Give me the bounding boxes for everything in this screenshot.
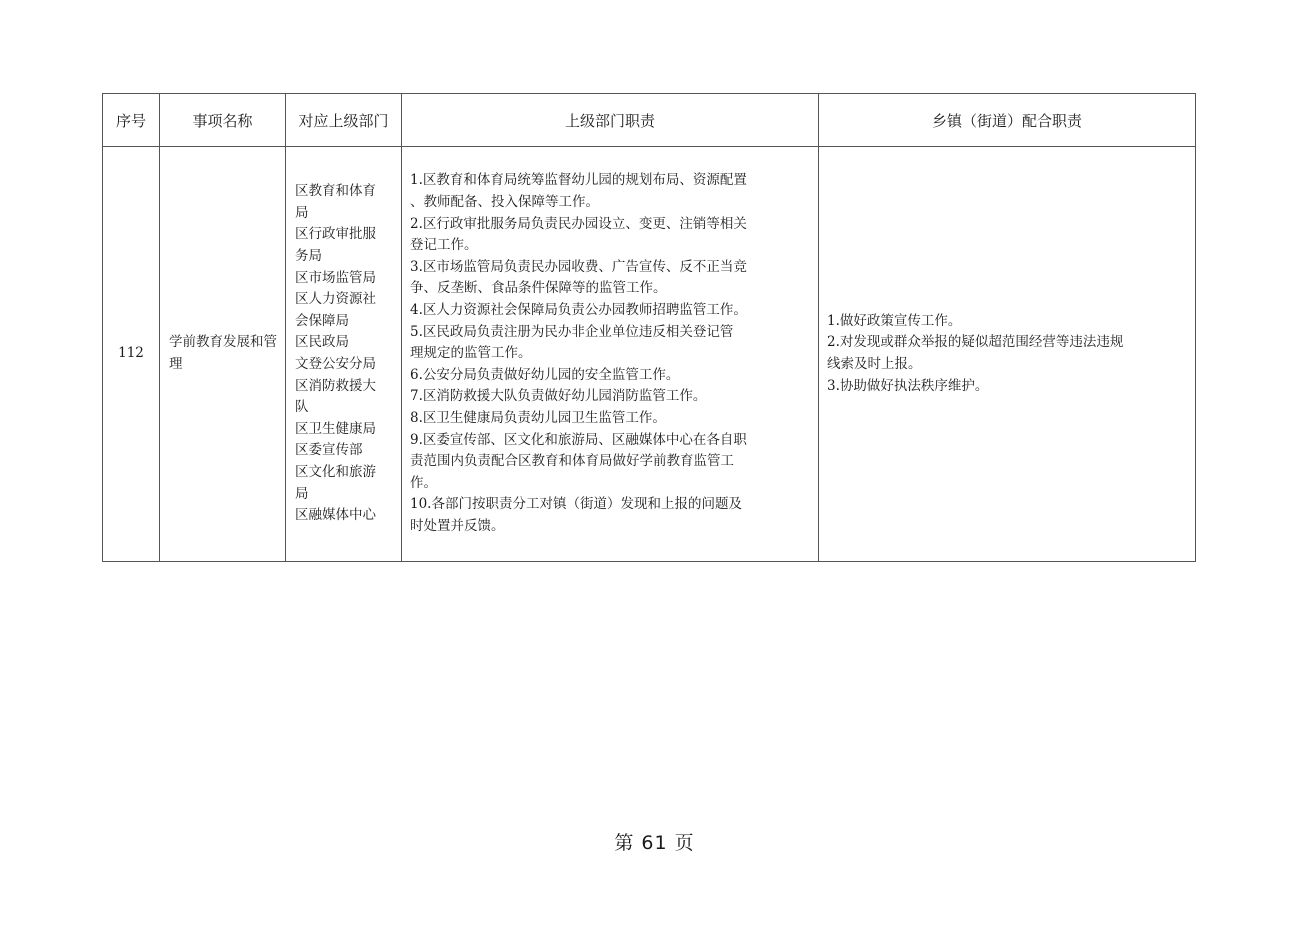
cell-township-duties [819, 147, 1196, 562]
superior-duty-line: 责范围内负责配合区教育和体育局做好学前教育监管工 [410, 453, 734, 470]
superior-duty-line: 理规定的监管工作。 [410, 345, 532, 362]
cell-serial-number: 112 [103, 147, 160, 562]
township-duty-line: 1.做好政策宣传工作。 [827, 312, 962, 329]
department-line: 区融媒体中心 [295, 507, 376, 524]
table-header-row [103, 94, 1196, 147]
superior-duty-line: 登记工作。 [410, 237, 478, 254]
township-duty-line: 线索及时上报。 [827, 356, 922, 372]
department-line: 区教育和体育 [295, 183, 376, 200]
cell-superior-duties [402, 147, 819, 562]
superior-duty-line: 1.区教育和体育局统筹监督幼儿园的规划布局、资源配置 [410, 172, 747, 189]
superior-duty-line: 7.区消防救援大队负责做好幼儿园消防监管工作。 [410, 388, 707, 405]
department-line: 区文化和旅游 [295, 463, 376, 480]
department-line: 区卫生健康局 [295, 420, 376, 437]
superior-duty-line: 5.区民政局负责注册为民办非企业单位违反相关登记管 [410, 323, 734, 340]
department-line: 区消防救援大 [295, 377, 376, 394]
department-line: 区行政审批服 [295, 226, 376, 243]
header-item-name: 事项名称 [160, 94, 286, 147]
duty-table [102, 93, 1196, 562]
superior-duty-line: 争、反垄断、食品条件保障等的监管工作。 [410, 280, 667, 297]
header-serial-number: 序号 [103, 94, 160, 147]
department-line: 局 [295, 204, 309, 221]
header-superior-duties: 上级部门职责 [402, 94, 819, 147]
superior-duty-line: 3.区市场监管局负责民办园收费、广告宣传、反不正当竞 [410, 258, 747, 275]
department-line: 务局 [295, 248, 322, 265]
township-duty-line: 3.协助做好执法秩序维护。 [827, 377, 989, 394]
department-line: 文登公安分局 [295, 356, 376, 372]
department-line: 区委宣传部 [295, 442, 363, 459]
department-line: 区民政局 [295, 334, 349, 351]
superior-duty-line: 4.区人力资源社会保障局负责公办园教师招聘监管工作。 [410, 302, 747, 319]
header-superior-department: 对应上级部门 [286, 94, 402, 147]
cell-departments [286, 147, 402, 562]
superior-duty-line: 10.各部门按职责分工对镇（街道）发现和上报的问题及 [410, 496, 742, 513]
superior-duty-line: 作。 [410, 474, 437, 491]
superior-duty-line: 2.区行政审批服务局负责民办园设立、变更、注销等相关 [410, 215, 747, 232]
superior-duty-line: 时处置并反馈。 [410, 517, 505, 534]
superior-duty-line: 、教师配备、投入保障等工作。 [410, 194, 599, 211]
superior-duty-line: 8.区卫生健康局负责幼儿园卫生监管工作。 [410, 409, 666, 426]
page-number: 第 61 页 [614, 832, 695, 854]
department-line: 队 [295, 399, 309, 416]
cell-item-name: 学前教育发展和管理 [160, 147, 286, 562]
table-row [103, 147, 1196, 562]
township-duty-line: 2.对发现或群众举报的疑似超范围经营等违法违规 [827, 334, 1124, 351]
department-line: 区人力资源社 [295, 291, 376, 308]
department-line: 区市场监管局 [295, 269, 376, 286]
superior-duty-line: 9.区委宣传部、区文化和旅游局、区融媒体中心在各自职 [410, 431, 747, 448]
department-line: 局 [295, 485, 309, 502]
department-line: 会保障局 [295, 312, 349, 329]
superior-duty-line: 6.公安分局负责做好幼儿园的安全监管工作。 [410, 366, 680, 383]
header-township-duties: 乡镇（街道）配合职责 [819, 94, 1196, 147]
